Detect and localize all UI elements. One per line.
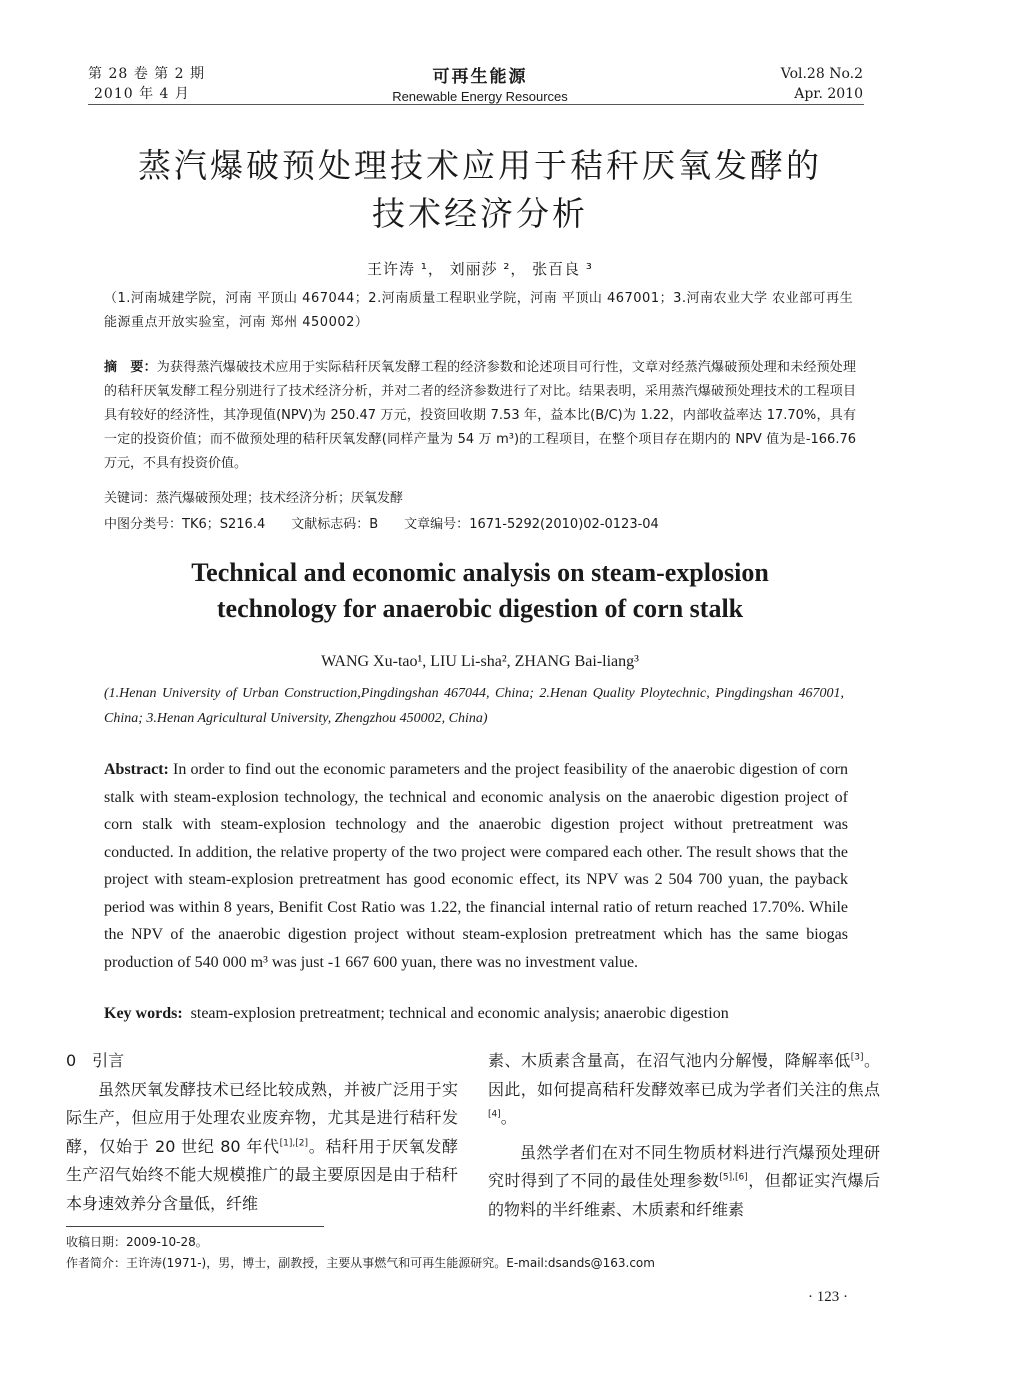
paper-title-cn: [80, 142, 880, 238]
abstract-en-label: Abstract:: [104, 761, 169, 778]
body-text: ，但都证实汽爆后的物料的半纤维素、木质素和纤维素: [488, 1171, 880, 1219]
footnote-author-bio: 作者简介：王许涛(1971-)，男，博士，副教授，主要从事燃气和可再生能源研究。E-mail:dsands@163.com: [66, 1256, 655, 1270]
paper-title-en: [80, 555, 880, 627]
body-text: 。秸秆用于厌氧发酵生产沼气始终不能大规模推广的最主要原因是由于秸秆本身速效养分含量低，纤维: [66, 1136, 458, 1213]
keywords-en-text: steam-explosion pretreatment; technical and economic analysis; anaerobic digestion: [190, 1005, 729, 1022]
abstract-cn-label: 摘 要：: [104, 360, 157, 375]
footnote-divider: [66, 1226, 324, 1227]
clc-label: 中图分类号：: [104, 517, 183, 532]
body-paragraph: [66, 1076, 458, 1219]
running-header-left: [88, 64, 205, 104]
abstract-cn: [104, 356, 856, 476]
section-heading: 0 引言: [66, 1051, 125, 1070]
affiliation-en: (1.Henan University of Urban Construction,Pingdingshan 467044, China; 2.Henan Quality Ploytechnic, Pingdingshan 467001, China; 3.Henan Agricultural University, Zhengzhou 450002, China): [104, 686, 844, 726]
body-text: 虽然厌氧发酵技术已经比较成熟，并被广泛用于实际生产，但应用于处理农业废弃物，尤其是进行秸秆发酵，仅始于 20 世纪 80 年代: [66, 1079, 458, 1156]
doc-code-label: 文献标志码：: [291, 517, 370, 532]
article-no-value: 1671-5292(2010)02-0123-04: [469, 517, 659, 532]
journal-name: [370, 62, 590, 104]
keywords-en-label: Key words:: [104, 1005, 183, 1022]
clc-value: TK6；S216.4: [182, 517, 266, 532]
body-paragraph: [488, 1139, 880, 1225]
abstract-en: [104, 756, 848, 976]
page-number: · 123 ·: [808, 1289, 848, 1305]
body-text: 。: [500, 1108, 517, 1127]
authors-cn: 王许涛 ¹， 刘丽莎 ²， 张百良 ³: [367, 260, 593, 278]
authors-en: WANG Xu-tao¹, LIU Li-sha², ZHANG Bai-liang³: [321, 653, 639, 670]
body-text: 虽然学者们在对不同生物质材料进行汽爆预处理研究时得到了不同的最佳处理参数: [488, 1142, 880, 1190]
affiliation-cn: （1.河南城建学院，河南 平顶山 467044；2.河南质量工程职业学院，河南 平顶山 467001；3.河南农业大学 农业部可再生能源重点开放实验室，河南 郑州 450002）: [104, 291, 854, 330]
volume-issue-cn: 第 28 卷 第 2 期: [88, 66, 205, 82]
body-text: 素、木质素含量高，在沼气池内分解慢，降解率低: [488, 1051, 851, 1070]
volume-issue-en: Vol.28 No.2: [780, 66, 863, 82]
citation: [5],[6]: [719, 1172, 748, 1183]
paper-title-cn-line2: 技术经济分析: [372, 194, 588, 233]
abstract-cn-text: 为获得蒸汽爆破技术应用于实际秸秆厌氧发酵工程的经济参数和论述项目可行性，文章对经蒸汽爆破预处理和未经预处理的秸秆厌氧发酵工程分别进行了技术经济分析，并对二者的经济参数进行了对比。结果表明，采用蒸汽爆破预处理技术的工程项目具有较好的经济性，其净现值(NPV)为 250.47 万元，投资回收期 7.53 年，益本比(B/C)为 1.22，内部收益率达 17.70%，具有一定的投资价值；而不做预处理的秸秆厌氧发酵(同样产量为 54 万 m³)的工程项目，在整个项目存在期内的 NPV 值为是-166.76 万元，不具有投资价值。: [104, 360, 856, 471]
abstract-en-text: In order to find out the economic parameters and the project feasibility of the anaerobic digestion of corn stalk with steam-explosion technology, the technical and economic analysis on the anaerobic digestion project of corn stalk with steam-explosion technology and the anaerobic digestion project without pretreatment was conducted. In addition, the relative property of the two project were compared each other. The result shows that the project with steam-explosion pretreatment has good economic effect, its NPV was 2 504 700 yuan, the payback period was within 8 years, Benifit Cost Ratio was 1.22, the financial internal ratio of return reached 17.70%. While the NPV of the anaerobic digestion project without steam-explosion pretreatment which has the same biogas production of 540 000 m³ was just -1 667 600 yuan, there was no investment value.: [104, 761, 849, 971]
body-column-right: [488, 1047, 880, 1224]
article-no-label: 文章编号：: [404, 517, 470, 532]
body-paragraph: [488, 1047, 880, 1133]
keywords-cn: [104, 487, 856, 506]
running-header-right: [781, 64, 863, 104]
journal-name-en: Renewable Energy Resources: [392, 89, 568, 104]
date-cn: 2010 年 4 月: [94, 86, 190, 102]
paper-title-en-line2: technology for anaerobic digestion of corn stalk: [216, 594, 744, 623]
date-en: Apr. 2010: [794, 86, 863, 102]
citation: [1],[2]: [279, 1138, 309, 1149]
citation: [3]: [850, 1052, 864, 1063]
footnote-received: 收稿日期：2009-10-28。: [66, 1235, 208, 1249]
keywords-cn-text: 蒸汽爆破预处理；技术经济分析；厌氧发酵: [156, 491, 404, 506]
doc-code-value: B: [369, 517, 379, 532]
classification-line: [104, 513, 856, 532]
paper-title-en-line1: Technical and economic analysis on steam-explosion: [191, 558, 769, 587]
body-text: 。因此，如何提高秸秆发酵效率已成为学者们关注的焦点: [488, 1051, 880, 1099]
keywords-cn-label: 关键词：: [104, 491, 157, 506]
paper-title-cn-line1: 蒸汽爆破预处理技术应用于秸秆厌氧发酵的: [138, 146, 822, 185]
keywords-en: [104, 1005, 848, 1023]
citation: [4]: [488, 1109, 501, 1120]
header-divider: [88, 104, 864, 105]
journal-name-cn: 可再生能源: [432, 67, 528, 87]
body-column-left: [66, 1047, 458, 1218]
